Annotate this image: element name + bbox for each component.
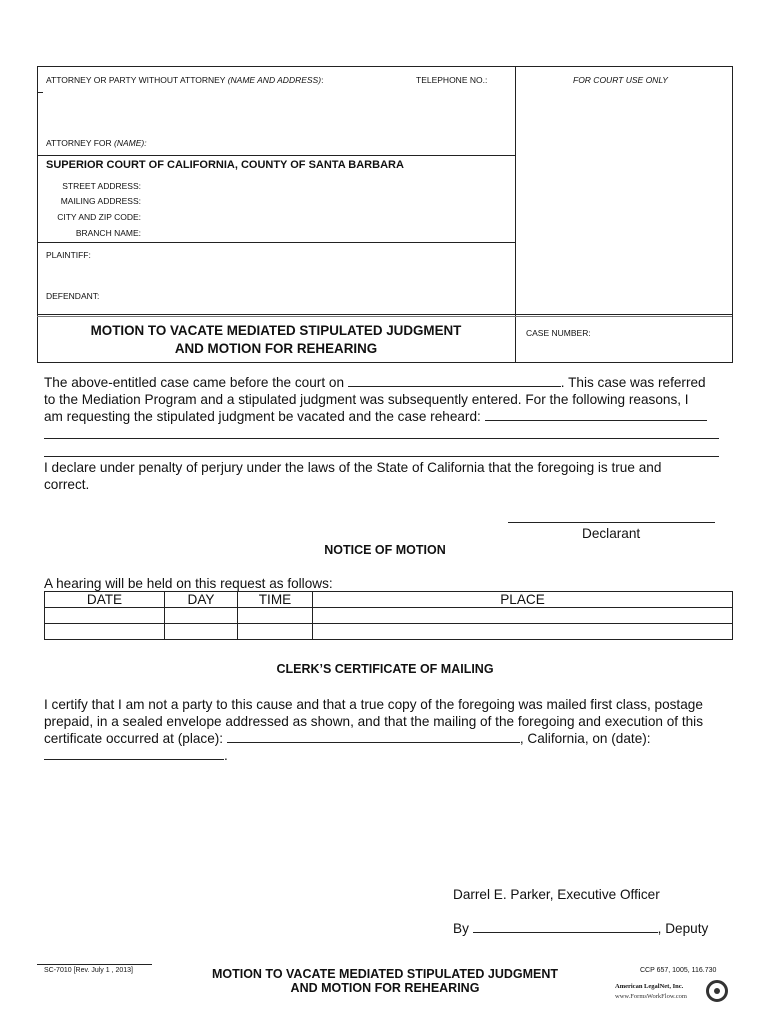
case-number-label: CASE NUMBER: xyxy=(526,328,591,338)
city-zip-label: CITY AND ZIP CODE: xyxy=(57,212,141,222)
motion-line-2: to the Mediation Program and a stipulated judgment was subsequently entered. For the following reasons, I xyxy=(44,392,689,407)
telephone-label: TELEPHONE NO.: xyxy=(416,75,488,85)
hearing-day-cell[interactable] xyxy=(165,624,238,640)
reasons-field[interactable] xyxy=(485,408,707,421)
deputy-signature-field[interactable] xyxy=(473,920,658,933)
hearing-row xyxy=(45,608,733,624)
hearing-time-cell[interactable] xyxy=(238,624,313,640)
caption-row-title-2 xyxy=(37,316,732,317)
clerk-line-3: certificate occurred at (place): , California, on (date): xyxy=(44,731,651,746)
footer-title xyxy=(170,967,600,995)
deputy-line: By , Deputy xyxy=(453,921,709,936)
caption-row-title xyxy=(37,314,732,315)
caption-right-border xyxy=(732,66,733,363)
clerk-heading: CLERK’S CERTIFICATE OF MAILING xyxy=(276,662,494,676)
footer-rule xyxy=(37,964,152,965)
form-title-line2: AND MOTION FOR REHEARING xyxy=(174,341,378,356)
hearing-day-cell[interactable] xyxy=(165,608,238,624)
mailing-address-label: MAILING ADDRESS: xyxy=(60,196,141,206)
caption-divider xyxy=(515,66,516,363)
form-title xyxy=(37,322,515,358)
branch-name-label: BRANCH NAME: xyxy=(75,228,141,238)
clerk-line-1: I certify that I am not a party to this cause and that a true copy of the foregoing was mailed first class, postage xyxy=(44,697,703,712)
caption-row-plaintiff xyxy=(37,242,515,243)
caption-top-border xyxy=(37,66,732,67)
declarant-signature-line[interactable] xyxy=(508,522,715,523)
declarant-label: Declarant xyxy=(582,526,641,541)
footer-title-line1: MOTION TO VACATE MEDIATED STIPULATED JUDGMENT xyxy=(211,967,559,981)
court-use-label: FOR COURT USE ONLY xyxy=(573,75,668,85)
hearing-row xyxy=(45,624,733,640)
notice-heading: NOTICE OF MOTION xyxy=(324,543,446,557)
notice-intro: A hearing will be held on this request as follows: xyxy=(44,576,333,591)
col-day: DAY xyxy=(165,592,238,608)
street-address-label: STREET ADDRESS: xyxy=(62,181,141,191)
executive-officer: Darrel E. Parker, Executive Officer xyxy=(453,887,660,902)
reasons-line-3[interactable] xyxy=(44,456,719,457)
attorney-label: ATTORNEY OR PARTY WITHOUT ATTORNEY (NAME AND ADDRESS): xyxy=(46,75,324,85)
hearing-time-cell[interactable] xyxy=(238,608,313,624)
defendant-label: DEFENDANT: xyxy=(46,291,100,301)
legalnet-logo-icon xyxy=(706,980,728,1002)
footer-title-line2: AND MOTION FOR REHEARING xyxy=(290,981,480,995)
hearing-header-row xyxy=(45,592,733,608)
col-place: PLACE xyxy=(313,592,733,608)
plaintiff-label: PLAINTIFF: xyxy=(46,250,91,260)
caption-row-court xyxy=(37,155,515,156)
form-title-line1: MOTION TO VACATE MEDIATED STIPULATED JUDGMENT xyxy=(90,323,462,338)
declaration-line-2: correct. xyxy=(44,477,90,492)
mailing-date-field[interactable] xyxy=(44,747,224,760)
reasons-line-2[interactable] xyxy=(44,438,719,439)
caption-bottom-border xyxy=(37,362,732,363)
brand-url: www.FormsWorkFlow.com xyxy=(615,993,687,1000)
code-references: CCP 657, 1005, 116.730 xyxy=(640,967,717,974)
hearing-place-cell[interactable] xyxy=(313,608,733,624)
form-id: SC-7010 [Rev. July 1 , 2013] xyxy=(44,967,133,974)
hearing-place-cell[interactable] xyxy=(313,624,733,640)
hearing-date-field[interactable] xyxy=(348,374,561,387)
mailing-place-field[interactable] xyxy=(227,730,520,743)
motion-line-3: am requesting the stipulated judgment be vacated and the case reheard: xyxy=(44,408,707,425)
clerk-line-2: prepaid, in a sealed envelope addressed as shown, and that the mailing of the foregoing and execution of this xyxy=(44,714,703,729)
caption-left-border xyxy=(37,66,38,363)
motion-line-1: The above-entitled case came before the court on . This case was referred xyxy=(44,375,706,390)
attorney-for-label: ATTORNEY FOR (NAME): xyxy=(46,138,147,148)
hearing-date-cell[interactable] xyxy=(45,608,165,624)
clerk-line-4: . xyxy=(44,747,228,764)
col-date: DATE xyxy=(45,592,165,608)
brand-name: American LegalNet, Inc. xyxy=(615,983,684,990)
declaration-line-1: I declare under penalty of perjury under the laws of the State of California that the foregoing is true and xyxy=(44,460,662,475)
court-name: SUPERIOR COURT OF CALIFORNIA, COUNTY OF SANTA BARBARA xyxy=(46,159,404,171)
hearing-date-cell[interactable] xyxy=(45,624,165,640)
col-time: TIME xyxy=(238,592,313,608)
caption-tick-mark xyxy=(37,92,43,93)
hearing-table xyxy=(44,591,733,640)
